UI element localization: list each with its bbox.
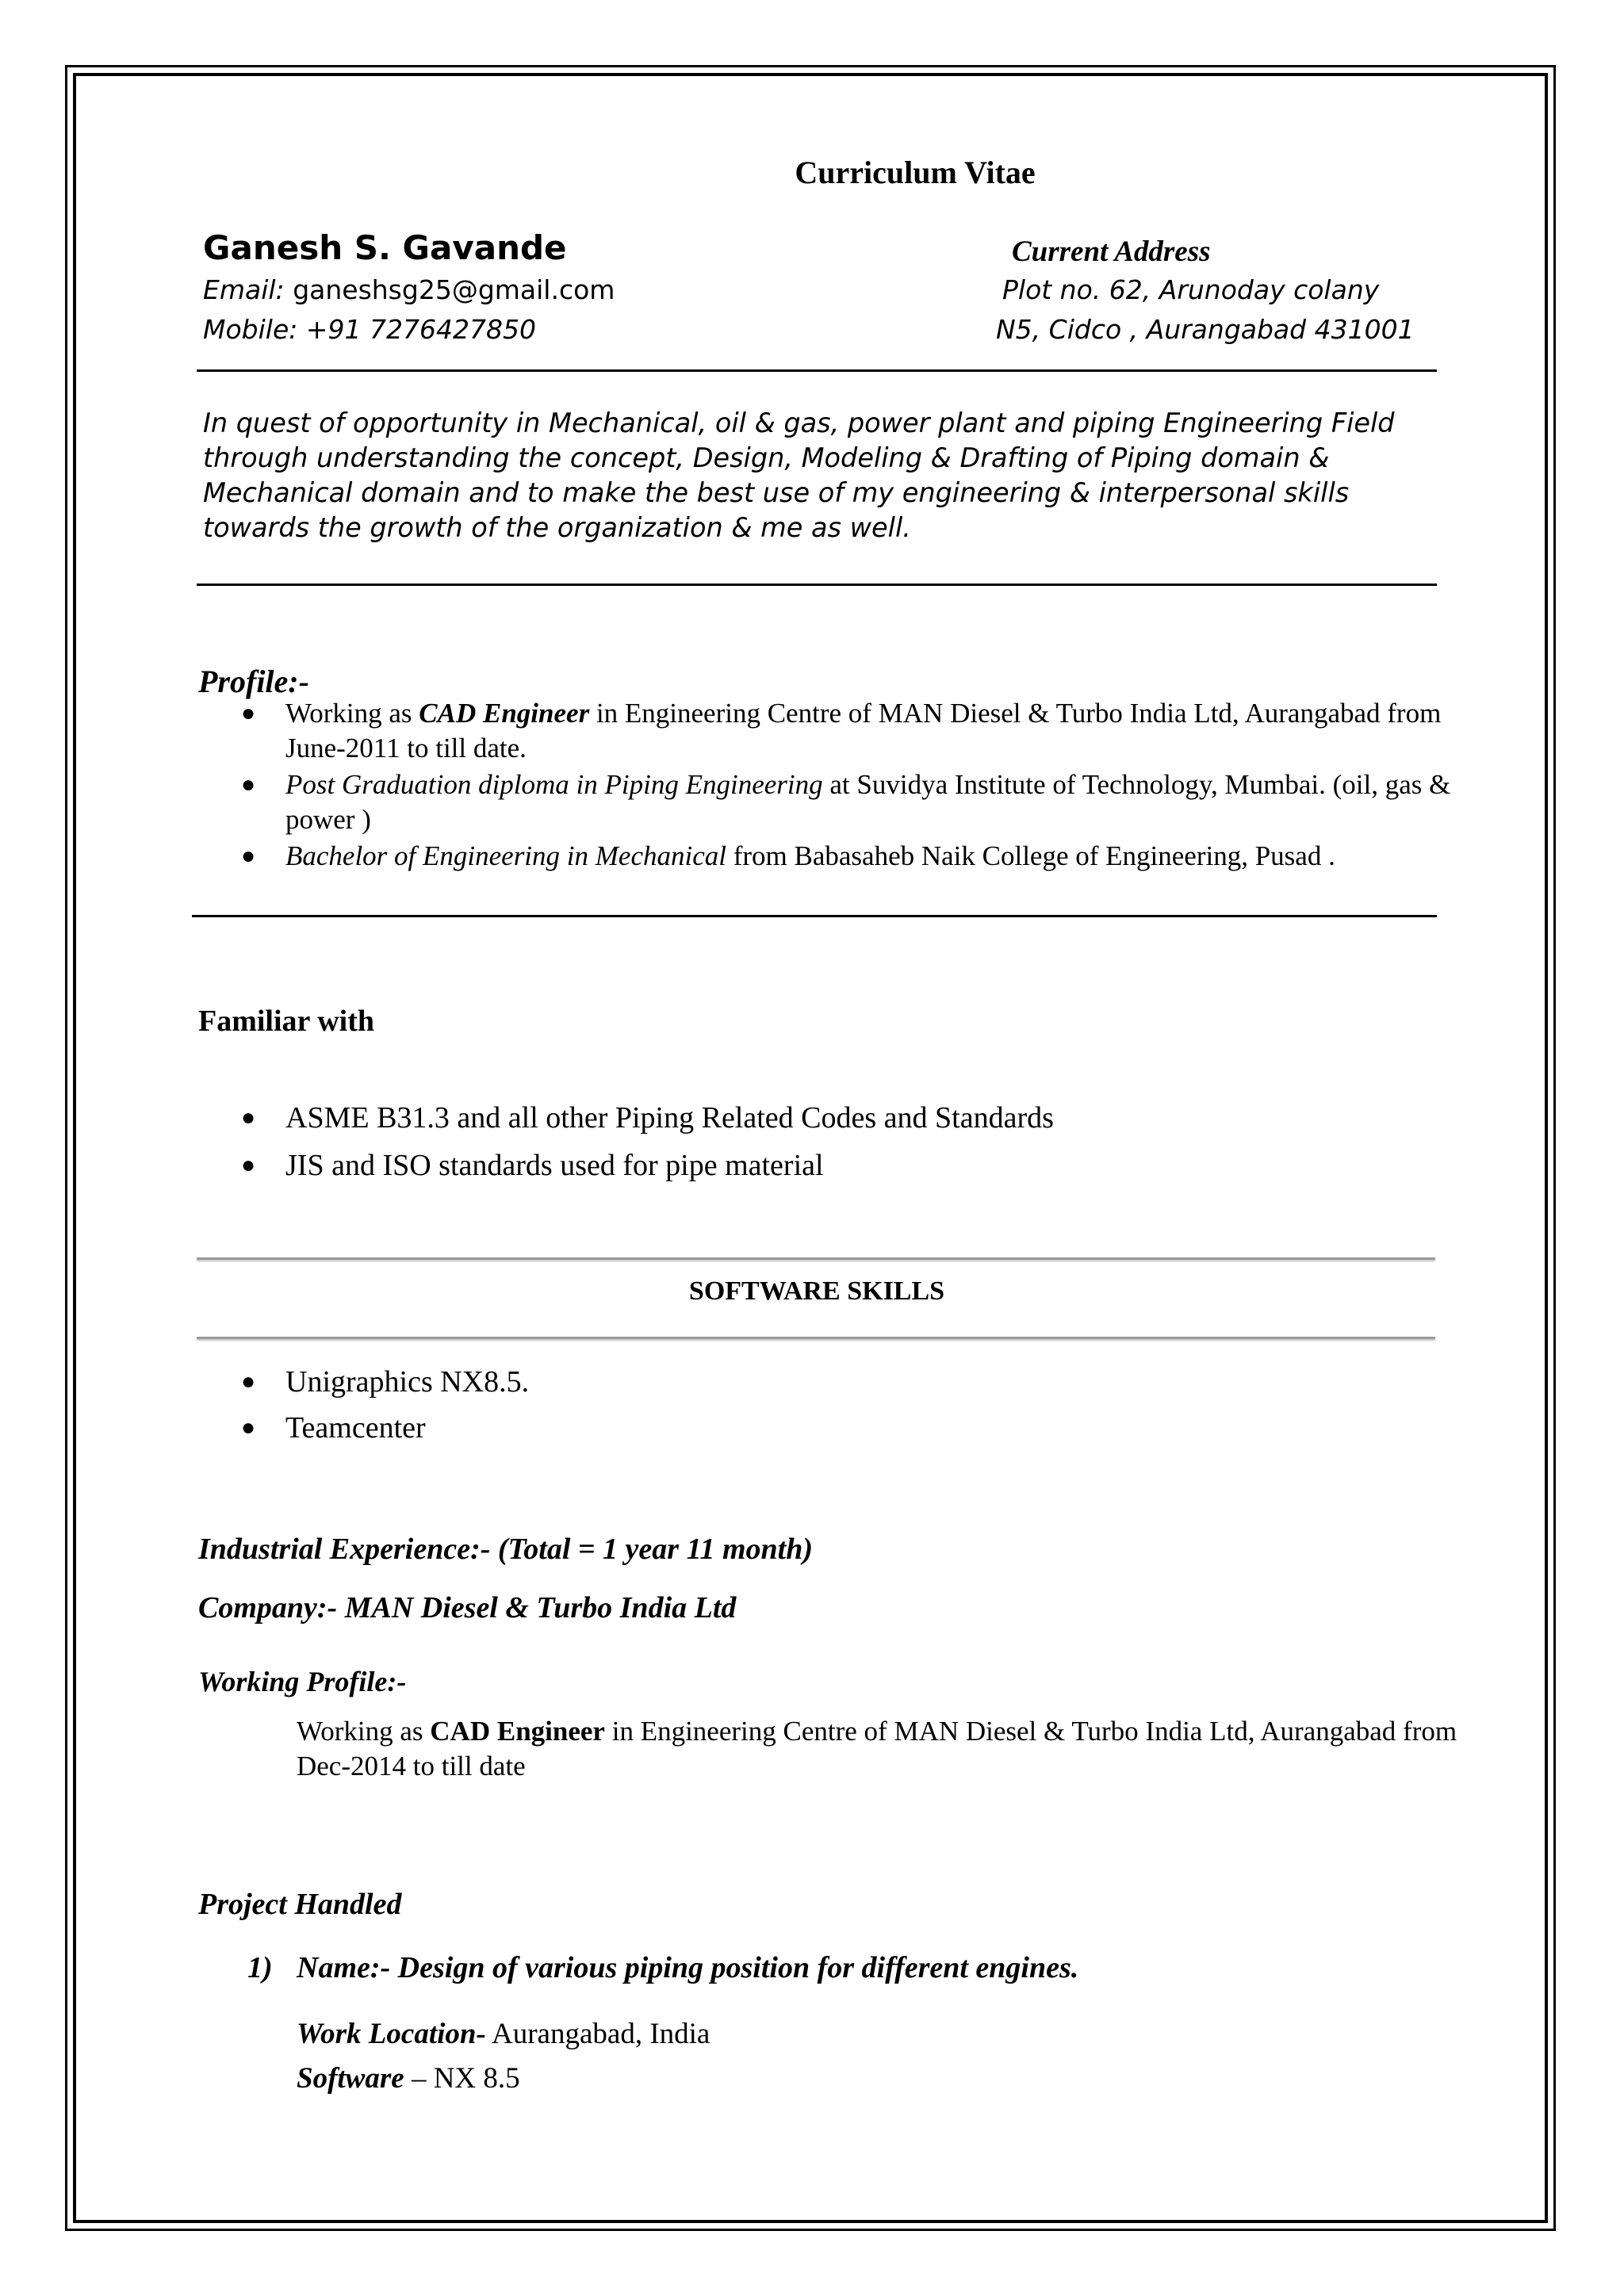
course-name: Post Graduation diploma in Piping Engineering bbox=[285, 769, 823, 800]
divider bbox=[197, 369, 1437, 372]
software-label: Software bbox=[297, 2062, 404, 2095]
work-location-label: Work Location- bbox=[297, 2018, 486, 2050]
profile-list bbox=[203, 696, 1488, 875]
list-item: ● JIS and ISO standards used for pipe material bbox=[241, 1149, 824, 1182]
project-number: 1) bbox=[247, 1951, 273, 1984]
familiar-heading: Familiar with bbox=[198, 1004, 375, 1038]
career-objective: In quest of opportunity in Mechanical, oil & gas, power plant and piping Engineering Field through understanding the concept, Design, Modeling & Drafting of Piping domain & Mechanical domain and to make the best use of my engineering & interpersonal skills towards the growth of the organization & me as well. bbox=[203, 408, 1395, 543]
project-name: Name:- Design of various piping position for different engines. bbox=[297, 1951, 1079, 1984]
role-title: CAD Engineer bbox=[430, 1716, 605, 1747]
profile-heading: Profile:- bbox=[198, 664, 309, 699]
divider bbox=[197, 1257, 1435, 1260]
software-skills-list bbox=[203, 1359, 1392, 1451]
document-title: Curriculum Vitae bbox=[795, 155, 1036, 190]
project-item bbox=[247, 1950, 1078, 1985]
list-item: ● Teamcenter bbox=[241, 1411, 426, 1445]
software-skills-heading: SOFTWARE SKILLS bbox=[688, 1276, 945, 1306]
list-item: ● Working as CAD Engineer in Engineering Centre of MAN Diesel & Turbo India Ltd, Aurangabad from June-2011 to till date. bbox=[241, 698, 1442, 763]
address-heading: Current Address bbox=[1012, 235, 1211, 268]
company-name: Company:- MAN Diesel & Turbo India Ltd bbox=[198, 1591, 737, 1624]
list-item: ● ASME B31.3 and all other Piping Related Codes and Standards bbox=[241, 1101, 1054, 1135]
course-name: Bachelor of Engineering in Mechanical bbox=[285, 840, 726, 871]
experience-heading: Industrial Experience:- (Total = 1 year 11 month) bbox=[198, 1533, 814, 1566]
divider bbox=[192, 915, 1437, 917]
address-line-2: N5, Cidco , Aurangabad 431001 bbox=[996, 314, 1415, 345]
projects-heading: Project Handled bbox=[198, 1888, 402, 1921]
mobile-label: Mobile: bbox=[203, 314, 298, 345]
divider bbox=[197, 1337, 1435, 1339]
email-address: ganeshsg25@gmail.com bbox=[293, 274, 615, 305]
list-item: ● Bachelor of Engineering in Mechanical from Babasaheb Naik College of Engineering, Pusad . bbox=[241, 840, 1335, 871]
list-item: ● Post Graduation diploma in Piping Engineering at Suvidya Institute of Technology, Mumbai. (oil, gas & power ) bbox=[241, 769, 1451, 835]
email-line bbox=[203, 274, 615, 305]
working-profile-heading: Working Profile:- bbox=[198, 1666, 407, 1697]
divider bbox=[197, 584, 1437, 586]
work-location: Work Location- Aurangabad, India bbox=[297, 2018, 710, 2050]
mobile-line bbox=[203, 314, 536, 345]
mobile-number: +91 7276427850 bbox=[305, 314, 536, 345]
role-title: CAD Engineer bbox=[419, 698, 590, 729]
list-item: ● Unigraphics NX8.5. bbox=[241, 1365, 530, 1399]
address-line-1: Plot no. 62, Arunoday colany bbox=[1002, 274, 1380, 305]
familiar-list bbox=[203, 1094, 1392, 1189]
candidate-name: Ganesh S. Gavande bbox=[203, 228, 567, 267]
project-software: Software – NX 8.5 bbox=[297, 2062, 520, 2095]
working-profile-text: Working as CAD Engineer in Engineering Centre of MAN Diesel & Turbo India Ltd, Aurangabad from Dec-2014 to till date bbox=[297, 1716, 1457, 1781]
email-label: Email: bbox=[203, 274, 285, 305]
